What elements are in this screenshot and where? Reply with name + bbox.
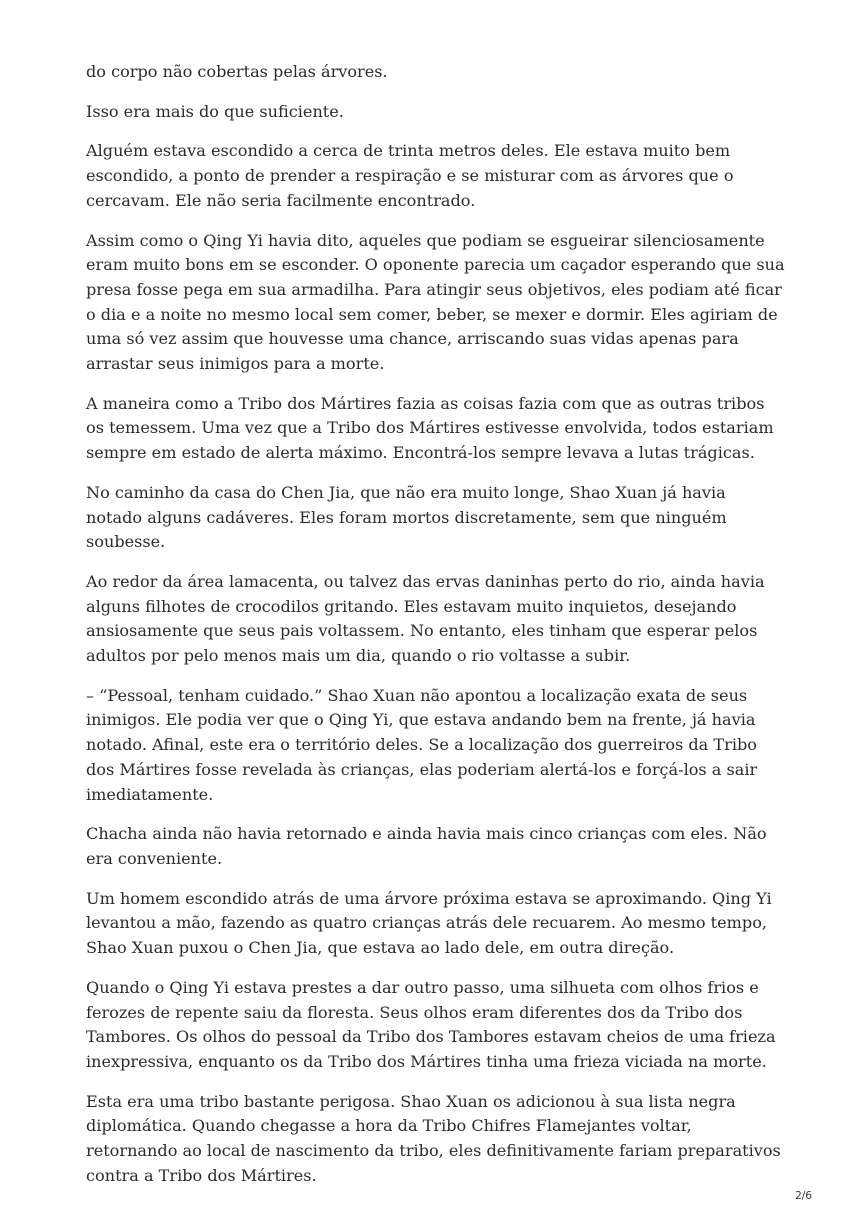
paragraph: Esta era uma tribo bastante perigosa. Shao Xuan os adicionou à sua lista negra diplomática. Quando chegasse a hora da Tribo Chifres Flamejantes voltar, retornando ao local de nascimento da tribo, eles definitivamente fariam preparativos contra a Tribo dos Mártires. [86, 1091, 781, 1185]
paragraph: A maneira como a Tribo dos Mártires fazia as coisas fazia com que as outras tribos os temessem. Uma vez que a Tribo dos Mártires estivesse envolvida, todos estariam sempre em estado de alerta máximo. Encontrá-los sempre levava a lutas trágicas. [86, 393, 774, 463]
paragraph: Chacha ainda não havia retornado e ainda havia mais cinco crianças com eles. Não era conveniente. [86, 824, 767, 868]
paragraph: do corpo não cobertas pelas árvores. [86, 62, 388, 81]
document-body [86, 60, 786, 1203]
paragraph: Assim como o Qing Yi havia dito, aqueles que podiam se esgueirar silenciosamente eram muito bons em se esconder. O oponente parecia um caçador esperando que sua presa fosse pega em sua armadilha. Para atingir seus objetivos, eles podiam até ficar o dia e a noite no mesmo local sem comer, beber, se mexer e dormir. Eles agiriam de uma só vez assim que houvesse uma chance, arriscando suas vidas apenas para arrastar seus inimigos para a morte. [86, 230, 785, 374]
page-number: 2/6 [795, 1190, 812, 1202]
paragraph: Ao redor da área lamacenta, ou talvez das ervas daninhas perto do rio, ainda havia alguns filhotes de crocodilos gritando. Eles estavam muito inquietos, desejando ansiosamente que seus pais voltassem. No entanto, eles tinham que esperar pelos adultos por pelo menos mais um dia, quando o rio voltasse a subir. [86, 571, 765, 666]
paragraph: No caminho da casa do Chen Jia, que não era muito longe, Shao Xuan já havia notado alguns cadáveres. Eles foram mortos discretamente, sem que ninguém soubesse. [86, 482, 727, 552]
paragraph: – “Pessoal, tenham cuidado.” Shao Xuan não apontou a localização exata de seus inimigos. Ele podia ver que o Qing Yi, que estava andando bem na frente, já havia notado. Afinal, este era o território deles. Se a localização dos guerreiros da Tribo dos Mártires fosse revelada às crianças, elas poderiam alertá-los e forçá-los a sair imediatamente. [86, 685, 758, 804]
paragraph: Quando o Qing Yi estava prestes a dar outro passo, uma silhueta com olhos frios e ferozes de repente saiu da floresta. Seus olhos eram diferentes dos da Tribo dos Tambores. Os olhos do pessoal da Tribo dos Tambores estavam cheios de uma frieza inexpressiva, enquanto os da Tribo dos Mártires tinha uma frieza viciada na morte. [86, 977, 776, 1071]
paragraph: Isso era mais do que suficiente. [86, 101, 344, 121]
paragraph: Alguém estava escondido a cerca de trinta metros deles. Ele estava muito bem escondido, a ponto de prender a respiração e se misturar com as árvores que o cercavam. Ele não seria facilmente encontrado. [86, 141, 734, 210]
paragraph: Um homem escondido atrás de uma árvore próxima estava se aproximando. Qing Yi levantou a mão, fazendo as quatro crianças atrás dele recuarem. Ao mesmo tempo, Shao Xuan puxou o Chen Jia, que estava ao lado dele, em outra direção. [86, 888, 772, 958]
